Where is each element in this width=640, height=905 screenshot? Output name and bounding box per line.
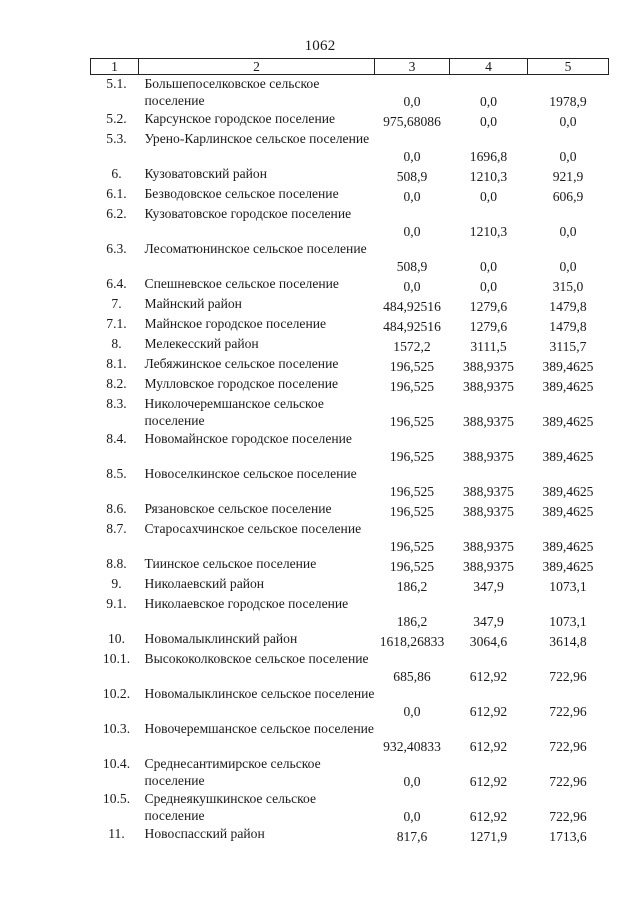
settlement-name: Мулловское городское поселение (144, 376, 339, 391)
table-row (91, 500, 609, 520)
value-col-5: 389,4625 (542, 358, 594, 374)
settlement-name: Лебяжинское сельское поселение (144, 356, 339, 371)
value-col-4: 1210,3 (469, 168, 508, 184)
value-col-5: 1479,8 (549, 298, 587, 314)
table-row (91, 555, 609, 575)
table-row (91, 790, 609, 825)
value-col-5: 722,96 (549, 703, 587, 719)
value-col-3: 0,0 (403, 93, 421, 109)
value-col-5: 606,9 (552, 188, 584, 204)
row-number: 6.2. (106, 206, 127, 221)
value-col-5: 389,4625 (542, 538, 594, 554)
value-col-3: 0,0 (403, 773, 421, 789)
value-col-4: 0,0 (480, 93, 497, 109)
settlement-name: Новомалыклинское сельское поселение (144, 686, 375, 701)
value-col-4: 1271,9 (469, 828, 508, 844)
value-col-5: 1073,1 (549, 578, 587, 594)
table-row (91, 185, 609, 205)
value-col-4: 388,9375 (463, 358, 514, 374)
value-col-4: 347,9 (473, 613, 504, 629)
header-col-1: 1 (91, 59, 139, 75)
value-col-3: 196,525 (389, 378, 435, 394)
settlement-name: Лесоматюнинское сельское поселение (144, 241, 367, 256)
value-col-4: 388,9375 (463, 503, 514, 519)
row-number: 9.1. (106, 596, 127, 611)
row-number: 8.6. (106, 501, 127, 516)
value-col-4: 1279,6 (469, 318, 508, 334)
settlement-name: Майнский район (144, 296, 242, 311)
table-row (91, 130, 609, 165)
row-number: 7. (111, 296, 122, 311)
value-col-3: 186,2 (396, 578, 428, 594)
value-col-3: 817,6 (396, 828, 428, 844)
value-col-5: 1073,1 (549, 613, 587, 629)
value-col-4: 1696,8 (469, 148, 508, 164)
value-col-5: 0,0 (559, 223, 577, 239)
settlement-name: Урено-Карлинское сельское поселение (144, 131, 370, 146)
row-number: 6. (111, 166, 122, 181)
row-number: 8. (111, 336, 122, 351)
value-col-4: 388,9375 (463, 378, 514, 394)
row-number: 10.2. (102, 686, 131, 701)
table-row (91, 110, 609, 130)
row-number: 10.5. (102, 791, 131, 806)
settlement-name: Среднеякушкинское сельское поселение (144, 791, 317, 824)
value-col-4: 0,0 (480, 113, 497, 129)
table-row (91, 375, 609, 395)
value-col-5: 3115,7 (549, 338, 587, 354)
table-row (91, 595, 609, 630)
value-col-4: 0,0 (480, 278, 497, 294)
value-col-3: 1618,26833 (379, 633, 445, 649)
value-col-3: 0,0 (403, 808, 421, 824)
settlement-name: Майнское городское поселение (144, 316, 327, 331)
table-row (91, 755, 609, 790)
value-col-3: 0,0 (403, 148, 421, 164)
value-col-5: 389,4625 (542, 413, 594, 429)
table-row (91, 315, 609, 335)
row-number: 8.7. (106, 521, 127, 536)
value-col-3: 508,9 (396, 258, 428, 274)
row-number: 8.1. (106, 356, 127, 371)
value-col-5: 389,4625 (542, 483, 594, 499)
value-col-3: 0,0 (403, 223, 421, 239)
settlement-name: Новоселкинское сельское поселение (144, 466, 357, 481)
value-col-5: 1978,9 (549, 93, 587, 109)
table-row (91, 630, 609, 650)
value-col-5: 0,0 (559, 258, 577, 274)
row-number: 8.2. (106, 376, 127, 391)
value-col-5: 3614,8 (549, 633, 587, 649)
value-col-3: 932,40833 (383, 738, 441, 754)
table-row (91, 520, 609, 555)
row-number: 10. (108, 631, 125, 646)
row-number: 8.4. (106, 431, 127, 446)
row-number: 6.4. (106, 276, 127, 291)
table-row (91, 295, 609, 315)
settlement-name: Среднесантимирское сельское поселение (144, 756, 321, 789)
settlement-name: Тиинское сельское поселение (144, 556, 317, 571)
value-col-5: 389,4625 (542, 378, 594, 394)
header-col-5: 5 (528, 59, 609, 75)
row-number: 9. (111, 576, 122, 591)
value-col-5: 722,96 (549, 738, 587, 754)
value-col-3: 196,525 (389, 413, 435, 429)
table-body (91, 75, 609, 846)
value-col-5: 389,4625 (542, 448, 594, 464)
header-col-4: 4 (450, 59, 528, 75)
settlement-name: Новочеремшанское сельское поселение (144, 721, 374, 736)
row-number: 10.4. (102, 756, 131, 771)
row-number: 5.1. (106, 76, 127, 91)
settlement-name: Большепоселковское сельское поселение (144, 76, 320, 109)
value-col-4: 3111,5 (470, 338, 507, 354)
value-col-3: 196,525 (389, 483, 435, 499)
settlement-name: Новомалыклинский район (144, 631, 298, 646)
settlement-name: Новомайнское городское поселение (144, 431, 352, 446)
value-col-3: 0,0 (403, 188, 421, 204)
row-number: 11. (108, 826, 125, 841)
settlement-name: Безводовское сельское поселение (144, 186, 339, 201)
header-col-3: 3 (375, 59, 450, 75)
table-row (91, 355, 609, 375)
settlement-name: Мелекесский район (144, 336, 259, 351)
settlement-name: Старосахчинское сельское поселение (144, 521, 362, 536)
value-col-4: 388,9375 (463, 448, 514, 464)
value-col-3: 975,68086 (383, 113, 441, 129)
value-col-3: 196,525 (389, 503, 435, 519)
budget-table (90, 58, 609, 845)
value-col-4: 388,9375 (463, 413, 514, 429)
header-row (91, 59, 609, 75)
value-col-3: 196,525 (389, 538, 435, 554)
value-col-5: 0,0 (559, 148, 577, 164)
value-col-4: 1279,6 (469, 298, 508, 314)
table-row (91, 205, 609, 240)
settlement-name: Спешневское сельское поселение (144, 276, 339, 291)
row-number: 6.1. (106, 186, 127, 201)
value-col-4: 612,92 (469, 668, 508, 684)
settlement-name: Рязановское сельское поселение (144, 501, 332, 516)
table-row (91, 335, 609, 355)
table-header (91, 59, 609, 75)
value-col-4: 3064,6 (469, 633, 508, 649)
value-col-3: 196,525 (389, 448, 435, 464)
table-row (91, 240, 609, 275)
value-col-3: 685,86 (393, 668, 431, 684)
value-col-4: 612,92 (469, 773, 508, 789)
value-col-4: 612,92 (469, 738, 508, 754)
value-col-3: 508,9 (396, 168, 428, 184)
value-col-4: 388,9375 (463, 538, 514, 554)
value-col-5: 1479,8 (549, 318, 587, 334)
row-number: 5.2. (106, 111, 127, 126)
table-row (91, 165, 609, 185)
value-col-5: 921,9 (552, 168, 584, 184)
header-col-2: 2 (139, 59, 375, 75)
value-col-3: 484,92516 (383, 318, 441, 334)
row-number: 10.3. (102, 721, 131, 736)
table-row (91, 720, 609, 755)
row-number: 8.5. (106, 466, 127, 481)
value-col-3: 186,2 (396, 613, 428, 629)
table-row (91, 430, 609, 465)
value-col-3: 196,525 (389, 358, 435, 374)
settlement-name: Николаевский район (144, 576, 265, 591)
settlement-name: Кузоватовское городское поселение (144, 206, 352, 221)
value-col-4: 388,9375 (463, 483, 514, 499)
table-row (91, 465, 609, 500)
settlement-name: Новоспасский район (144, 826, 265, 841)
settlement-name: Николаевское городское поселение (144, 596, 349, 611)
row-number: 6.3. (106, 241, 127, 256)
value-col-3: 484,92516 (383, 298, 441, 314)
value-col-5: 315,0 (552, 278, 584, 294)
row-number: 5.3. (106, 131, 127, 146)
value-col-4: 612,92 (469, 703, 508, 719)
row-number: 10.1. (102, 651, 131, 666)
settlement-name: Николочеремшанское сельское поселение (144, 396, 324, 429)
value-col-5: 722,96 (549, 808, 587, 824)
settlement-name: Карсунское городское поселение (144, 111, 336, 126)
value-col-5: 389,4625 (542, 503, 594, 519)
table-row (91, 575, 609, 595)
row-number: 8.8. (106, 556, 127, 571)
value-col-5: 389,4625 (542, 558, 594, 574)
table-row (91, 685, 609, 720)
row-number: 8.3. (106, 396, 127, 411)
table-row (91, 650, 609, 685)
settlement-name: Кузоватовский район (144, 166, 268, 181)
table-row (91, 75, 609, 111)
value-col-4: 1210,3 (469, 223, 508, 239)
value-col-3: 196,525 (389, 558, 435, 574)
value-col-5: 722,96 (549, 773, 587, 789)
value-col-3: 0,0 (403, 703, 421, 719)
page-number: 1062 (304, 38, 336, 54)
value-col-4: 0,0 (480, 258, 497, 274)
value-col-5: 722,96 (549, 668, 587, 684)
settlement-name: Высококолковское сельское поселение (144, 651, 369, 666)
value-col-5: 1713,6 (549, 828, 587, 844)
value-col-3: 1572,2 (393, 338, 431, 354)
value-col-3: 0,0 (403, 278, 421, 294)
value-col-4: 347,9 (473, 578, 504, 594)
value-col-4: 0,0 (480, 188, 497, 204)
value-col-4: 612,92 (469, 808, 508, 824)
table-row (91, 395, 609, 430)
table-row (91, 825, 609, 845)
table-row (91, 275, 609, 295)
value-col-5: 0,0 (559, 113, 577, 129)
row-number: 7.1. (106, 316, 127, 331)
value-col-4: 388,9375 (463, 558, 514, 574)
